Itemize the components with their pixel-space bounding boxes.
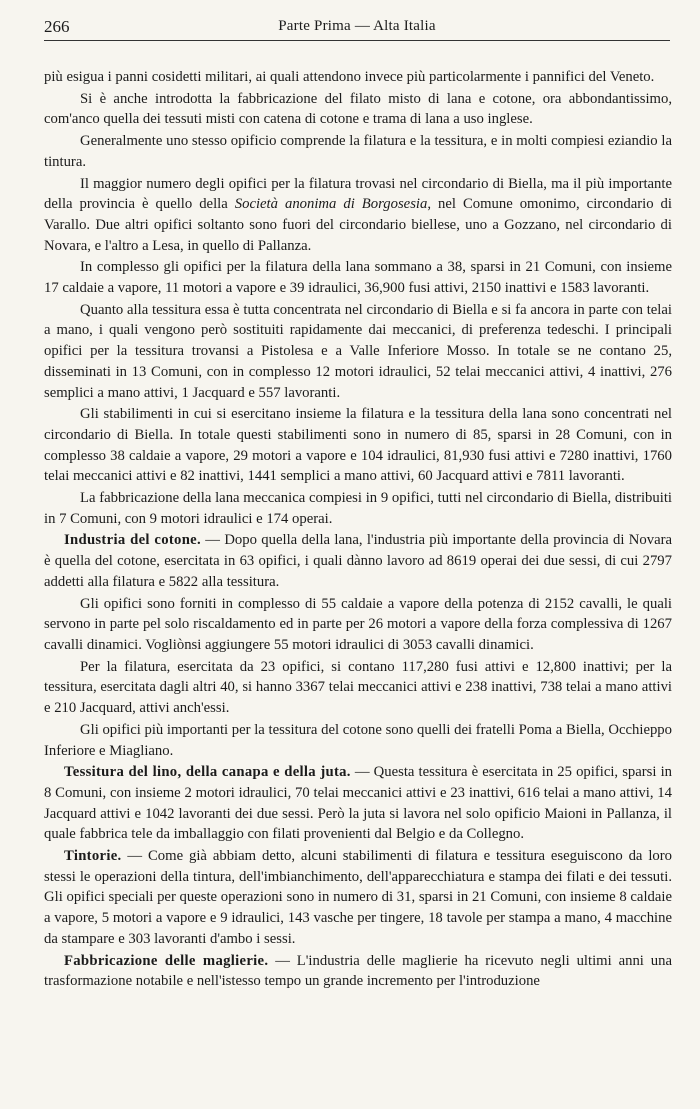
paragraph: più esigua i panni cosidetti militari, ai quali attendono invece più particolarmente i pannifici del Veneto. — [44, 69, 655, 85]
paragraph-text: — Dopo quella della lana, l'industria più importante della provincia di Novara è quella del cotone, esercitata in 63 opifici, i quali dànno lavoro ad 8619 operai dei due sessi, di cui 2797 addetti alla filatura e 5822 alla tessitura. — [44, 532, 673, 590]
section-paragraph — [44, 762, 672, 845]
paragraph: Si è anche introdotta la fabbricazione del filato misto di lana e cotone, ora abbondantissimo, com'anco quella dei tessuti misti con catena di cotone e trama di lana a uso inglese. — [44, 90, 672, 128]
paragraph-text: Il maggior numero degli opifici per la filatura trovasi nel circondario di Biella, ma il più importante della provincia è quello della — [44, 175, 672, 213]
paragraph-text: — Come già abbiam detto, alcuni stabilimenti di filatura e tessitura eseguiscono da loro stessi le operazioni della tintura, dell'imbianchimento, dell'apparecchiatura e stampa dei filati e dei tessuti. Gli opifici speciali per queste operazioni sono in numero di 31, sparsi in 21 Comuni, con insieme 8 caldaie a vapore, 5 motori a vapore e 9 idraulici, 143 vasche per tingere, 18 tavole per stampa a mano, 4 macchine da stampare e 303 lavoranti d'ambo i sessi. — [44, 848, 672, 947]
section-heading: Fabbricazione delle maglierie. — [64, 952, 269, 969]
page-header — [44, 12, 670, 41]
company-name: Società anonima di Borgosesia — [234, 196, 428, 213]
section-paragraph — [44, 951, 672, 992]
section-paragraph — [44, 530, 672, 592]
running-title: Parte Prima — Alta Italia — [278, 18, 436, 34]
paragraph: In complesso gli opifici per la filatura della lana sommano a 38, sparsi in 21 Comuni, con insieme 17 caldaie a vapore, 11 motori a vapore e 39 idraulici, 36,900 fusi attivi, 2150 inattivi e 1583 lavoranti. — [44, 259, 672, 297]
paragraph-text: — Questa tessitura è esercitata in 25 opifici, sparsi in 8 Comuni, con insieme 2 motori idraulici, 70 telai meccanici attivi e 23 inattivi, 616 telai a mano attivi, 14 Jacquard attivi e 1042 lavoranti dei due sessi. Però la juta si lavora nel solo opificio Maioni in Pallanza, il quale fabbrica tele da imballaggio con filati provenienti dal Belgio e da Collegno. — [44, 764, 672, 843]
page-number: 266 — [44, 17, 70, 36]
paragraph: Quanto alla tessitura essa è tutta concentrata nel circondario di Biella e si fa ancora in parte con telai a mano, i quali vengono però sostituiti rapidamente dai meccanici, di preferenza tedeschi. I principali opifici per la tessitura trovansi a Pistolesa e a Valle Inferiore Mosso. In totale se ne contano 25, disseminati in 13 Comuni, con in complesso 12 motori idraulici, 52 telai meccanici attivi, 4 inattivi, 276 semplici a mano attivi, 1 Jacquard e 557 lavoranti. — [44, 301, 672, 401]
paragraph: La fabbricazione della lana meccanica compiesi in 9 opifici, tutti nel circondario di Biella, distribuiti in 7 Comuni, con 9 motori idraulici e 174 operai. — [44, 490, 672, 527]
page-body — [44, 67, 672, 992]
paragraph: Gli stabilimenti in cui si esercitano insieme la filatura e la tessitura della lana sono concentrati nel circondario di Biella. In totale questi stabilimenti sono in numero di 85, sparsi in 28 Comuni, con in complesso 38 caldaie a vapore, 29 motori a vapore e 104 idraulici, 81,930 fusi attivi e 7280 inattivi, 1760 telai meccanici attivi e 82 inattivi, 1441 semplici a mano attivi, 60 Jacquard attivi e 7811 lavoranti. — [44, 406, 672, 485]
paragraph: Gli opifici sono forniti in complesso di 55 caldaie a vapore della potenza di 2152 cavalli, le quali servono in parte pel solo riscaldamento ed in parte per 26 motori a vapore della forza complessiva di 1267 cavalli dinamici. Vogliònsi aggiungere 55 motori idraulici di 3053 cavalli dinamici. — [44, 595, 672, 653]
section-heading: Industria del cotone. — [64, 532, 201, 549]
paragraph — [44, 174, 672, 257]
section-heading: Tessitura del lino, della canapa e della juta. — [64, 764, 351, 781]
paragraph-text: , nel Comune omonimo, circondario di Varallo. Due altri opifici soltanto sono fuori del circondario biellese, uno a Gozzano, nel circondario di Novara, e l'altro a Lesa, in quello di Pallanza. — [44, 196, 672, 254]
section-paragraph — [44, 846, 672, 950]
paragraph: Gli opifici più importanti per la tessitura del cotone sono quelli dei fratelli Poma a Biella, Occhieppo Inferiore e Miagliano. — [44, 721, 672, 759]
section-heading: Tintorie. — [64, 848, 122, 865]
paragraph: Generalmente uno stesso opificio comprende la filatura e la tessitura, e in molti compiesi eziandio la tintura. — [44, 133, 672, 170]
paragraph: Per la filatura, esercitata da 23 opifici, si contano 117,280 fusi attivi e 12,800 inattivi; per la tessitura, esercitata dagli altri 40, si hanno 3367 telai meccanici attivi e 238 inattivi, 738 telai a mano attivi e 210 Jacquard, attivi anch'essi. — [44, 658, 672, 717]
paragraph-text: — L'industria delle maglierie ha ricevuto negli ultimi anni una trasformazione notabile e nell'istesso tempo un grande incremento per l'introduzione — [44, 952, 672, 990]
